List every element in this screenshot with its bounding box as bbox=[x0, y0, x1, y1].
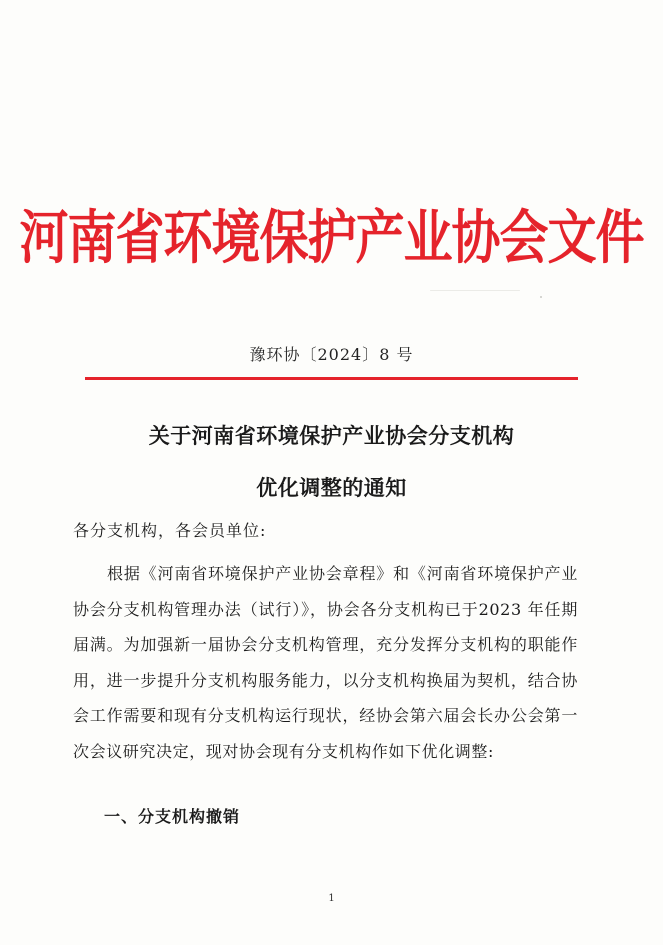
document-header-title: 河南省环境保护产业协会文件 bbox=[19, 203, 644, 272]
page-number: 1 bbox=[328, 893, 335, 904]
notice-title-line-1: 关于河南省环境保护产业协会分支机构 bbox=[148, 423, 515, 448]
red-divider-line bbox=[85, 377, 578, 380]
scan-speck bbox=[430, 290, 520, 291]
body-paragraph: 根据《河南省环境保护产业协会章程》和《河南省环境保护产业协会分支机构管理办法（试行）》，协会各分支机构已于2023 年任期届满。为加强新一届协会分支机构管理，充分发挥分支机构的职能作用，进一步提升分支机构服务能力，以分支机构换届为契机，结合协会工作需要和现有分支机构运行现状，经协会第六届会长办公会第一次会议研究决定，现对协会现有分支机构作如下优化调整: bbox=[73, 564, 578, 761]
salutation: 各分支机构，各会员单位: bbox=[73, 521, 267, 540]
section-heading-1: 一、分支机构撤销 bbox=[104, 807, 241, 826]
document-number: 豫环协〔2024〕8 号 bbox=[249, 345, 414, 364]
notice-title-line-2: 优化调整的通知 bbox=[256, 475, 407, 500]
scan-speck bbox=[540, 296, 542, 298]
